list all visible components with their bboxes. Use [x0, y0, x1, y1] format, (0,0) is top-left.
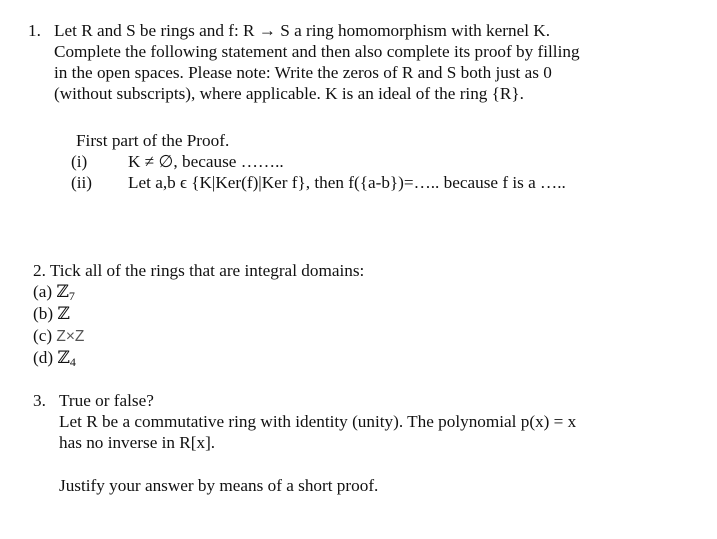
- question-3-line: has no inverse in R[x].: [59, 433, 216, 452]
- question-3-line: Let R be a commutative ring with identity (unity). The polynomial p(x) = x: [59, 412, 577, 431]
- option-label: (d): [33, 348, 54, 367]
- ring-symbol: ℤ: [57, 304, 70, 323]
- proof-step-label: (ii): [71, 173, 92, 192]
- question-2-title: 2. Tick all of the rings that are integral domains:: [33, 261, 365, 280]
- question-1: [28, 20, 688, 104]
- question-1-line: (without subscripts), where applicable. K is an ideal of the ring {R}.: [54, 84, 524, 103]
- ring-subscript: 7: [68, 289, 75, 303]
- proof-step-i: [71, 151, 676, 172]
- proof-step-label: (i): [71, 152, 88, 171]
- proof-step-ii: [71, 172, 676, 193]
- question-1-line: Complete the following statement and then also complete its proof by filling: [54, 42, 580, 61]
- option-b[interactable]: [33, 303, 593, 325]
- question-2: [33, 260, 593, 370]
- question-1-line: in the open spaces. Please note: Write the zeros of R and S both just as 0: [54, 63, 552, 82]
- question-1-line: Let R and S be rings and f: R → S a ring homomorphism with kernel K.: [54, 21, 550, 40]
- option-label: (a): [33, 282, 53, 301]
- ring-symbol: Z×Z: [56, 328, 85, 345]
- question-3-title: True or false?: [59, 391, 154, 410]
- ring-symbol: ℤ: [56, 282, 69, 301]
- question-1-text: [54, 20, 580, 104]
- question-3-number: 3.: [33, 391, 46, 410]
- question-3-text: [59, 390, 576, 496]
- question-1-number: 1.: [28, 21, 41, 40]
- ring-symbol: ℤ: [57, 348, 70, 367]
- proof-heading: First part of the Proof.: [76, 131, 230, 150]
- proof-step-text: K ≠ ∅, because ……..: [128, 152, 284, 171]
- option-c[interactable]: [33, 325, 593, 347]
- option-a[interactable]: [33, 281, 593, 303]
- option-label: (b): [33, 304, 54, 323]
- ring-subscript: 4: [69, 355, 76, 369]
- proof-section: [71, 130, 676, 196]
- proof-step-text: Let a,b ϵ {K|Ker(f)|Ker f}, then f({a-b})=….. because f is a …..: [128, 173, 566, 192]
- question-3: [33, 390, 673, 502]
- question-3-justify: Justify your answer by means of a short proof.: [59, 476, 379, 495]
- option-label: (c): [33, 326, 53, 345]
- option-d[interactable]: [33, 347, 593, 369]
